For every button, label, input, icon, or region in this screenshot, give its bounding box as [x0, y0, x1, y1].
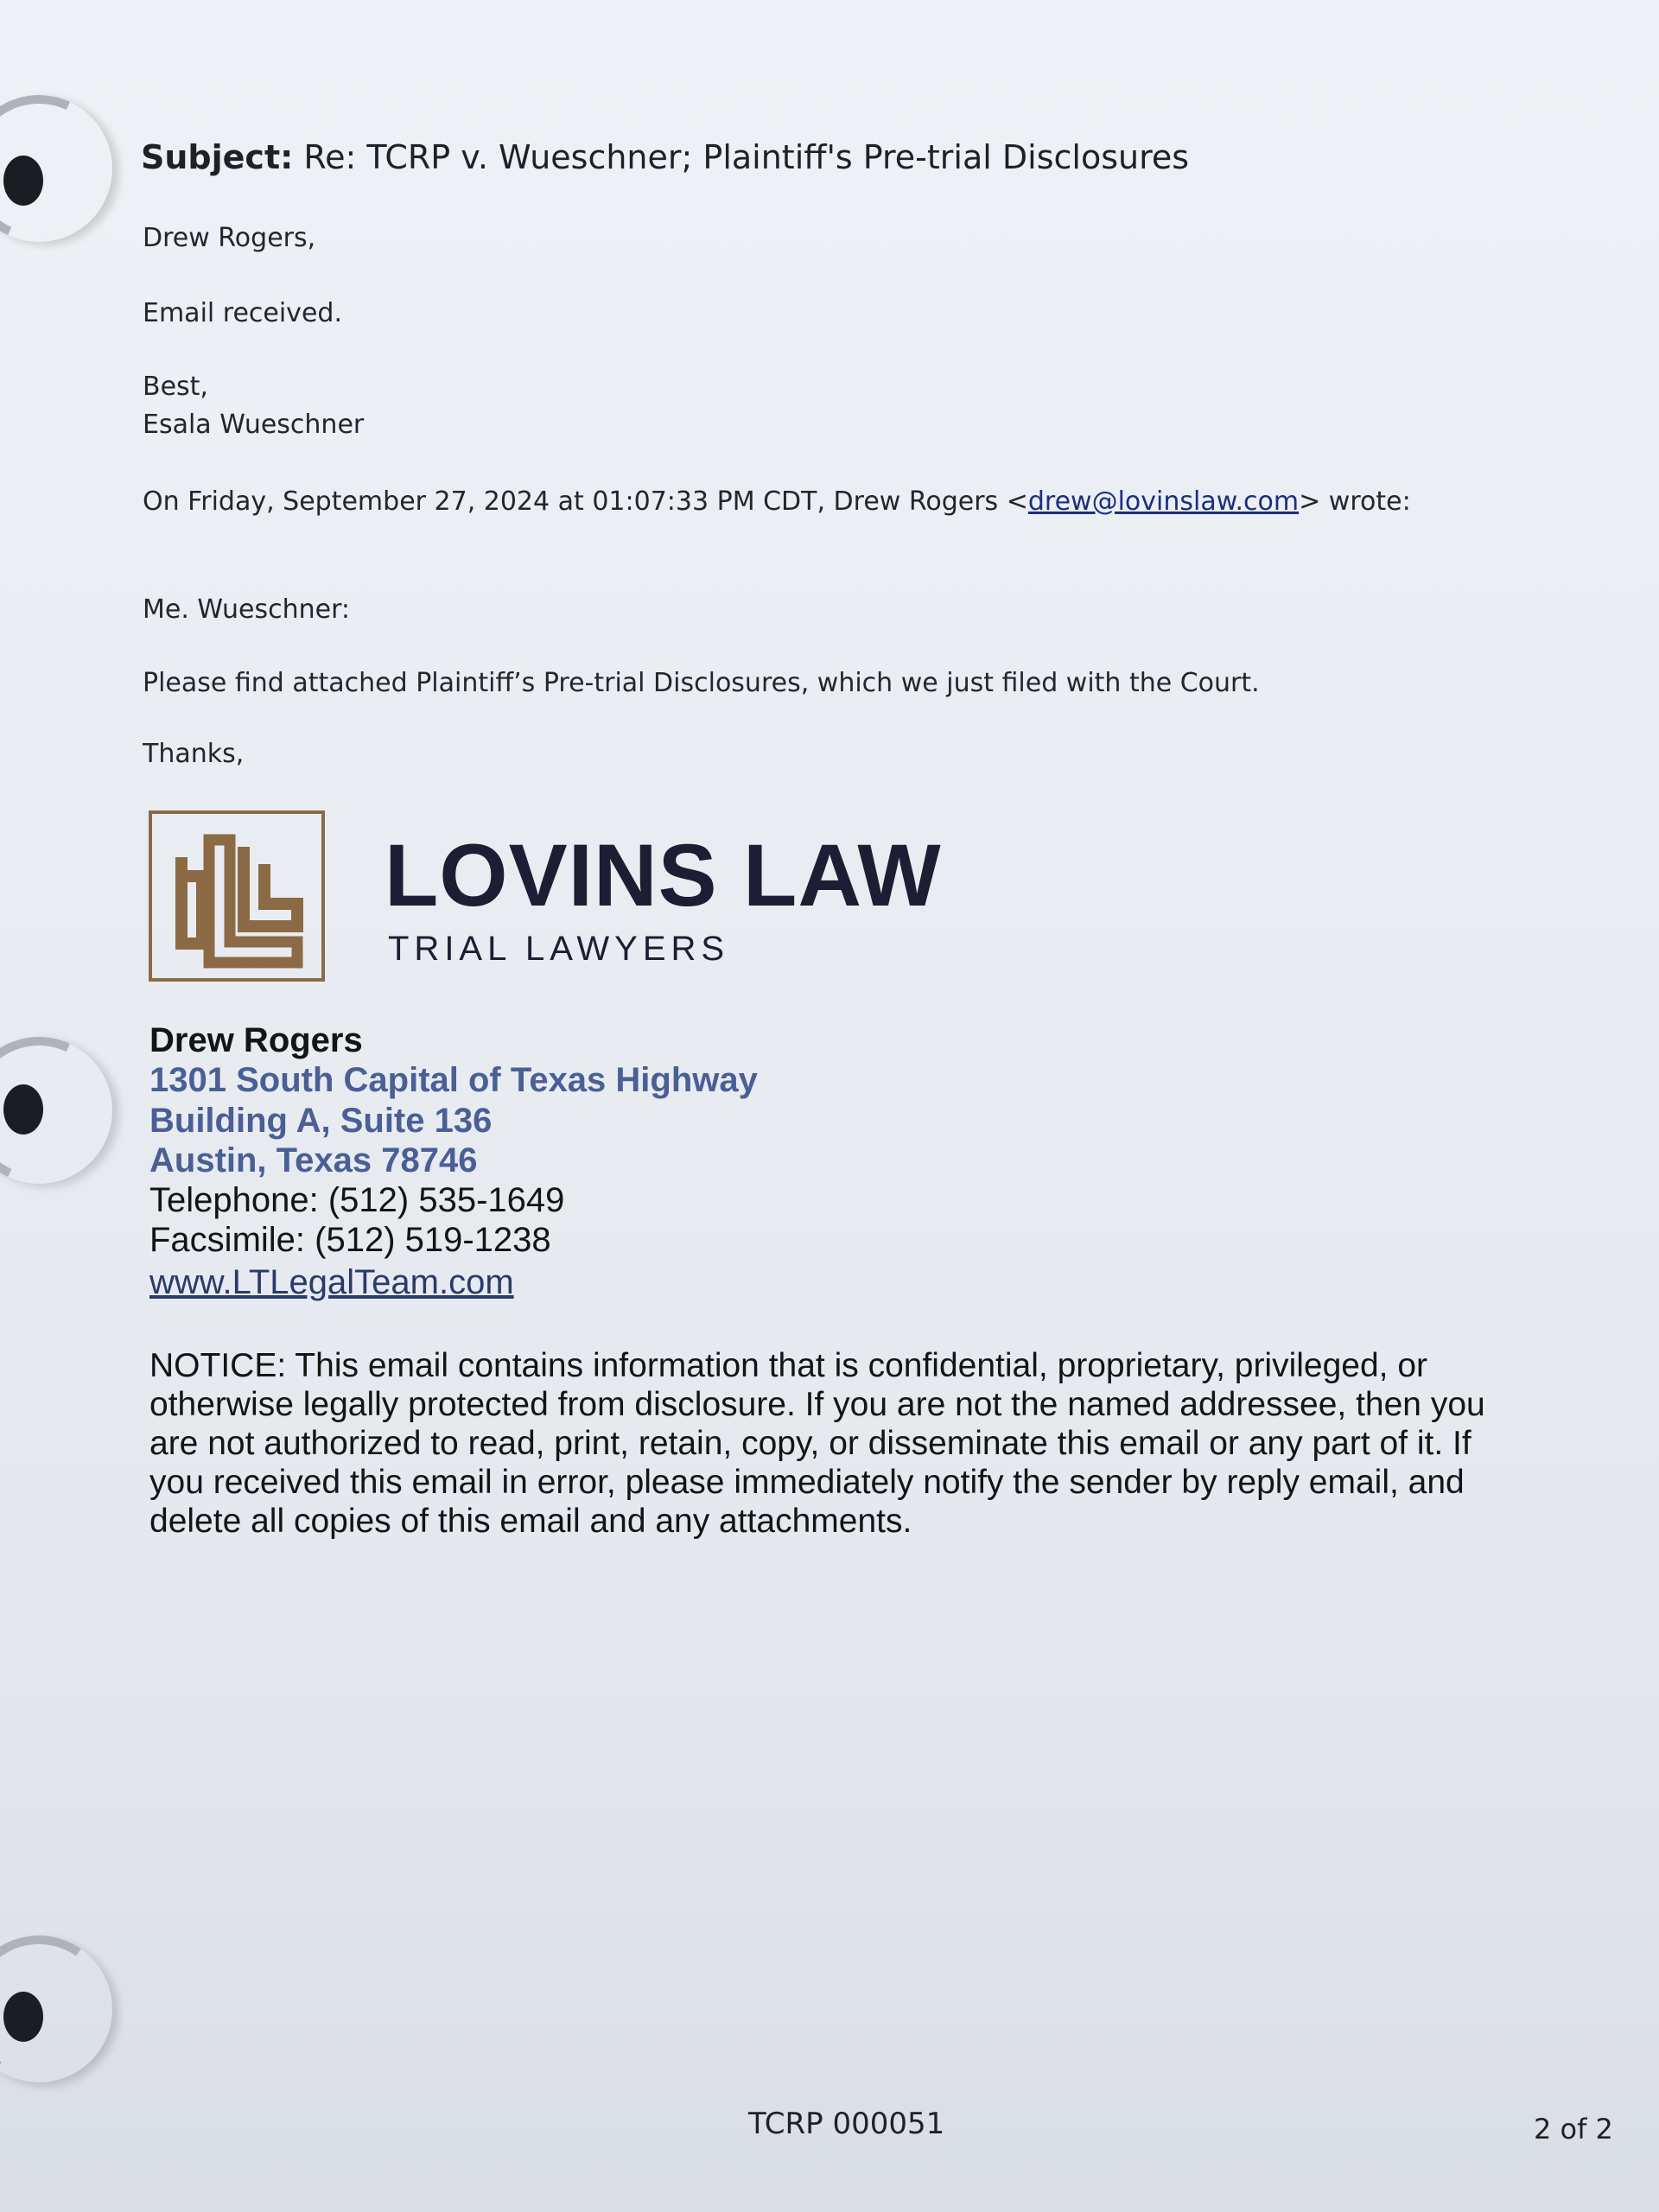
signature-telephone: Telephone: (512) 535-1649 [149, 1181, 565, 1219]
original-closing: Thanks, [143, 739, 245, 769]
signature-name: Drew Rogers [149, 1021, 363, 1059]
binder-ring-icon [0, 74, 133, 263]
signature-facsimile: Facsimile: (512) 519-1238 [149, 1221, 551, 1259]
signature-address-line1: 1301 South Capital of Texas Highway [149, 1061, 758, 1099]
confidentiality-notice: NOTICE: This email contains information that is confidential, proprietary, privileged, or otherwise legally protected from disclosure. If you are not the named addressee, then you are not authorized to read, print, retain, copy, or disseminate this email or any part of it. If you received this email in error, please immediately notify the sender by reply email, and delete all copies of this email and any attachments. [149, 1347, 1485, 1540]
binder-ring-icon [0, 1016, 133, 1205]
quoted-header-prefix: On Friday, September 27, 2024 at 01:07:33 PM CDT, Drew Rogers < [143, 486, 1028, 517]
quoted-header [143, 486, 1411, 517]
reply-greeting: Drew Rogers, [143, 223, 316, 253]
sender-email-link[interactable]: drew@lovinslaw.com [1027, 486, 1300, 517]
firm-wordmark: LOVINS LAW [385, 826, 942, 925]
signature-website-link[interactable]: www.LTLegalTeam.com [149, 1263, 514, 1301]
binder-ring-icon [0, 1924, 124, 2094]
quoted-header-suffix: > wrote: [1299, 486, 1411, 517]
signature-address-line3: Austin, Texas 78746 [149, 1141, 478, 1179]
reply-signature: Esala Wueschner [143, 410, 365, 440]
firm-logo-mark [149, 810, 325, 982]
page-indicator: 2 of 2 [1534, 2113, 1613, 2145]
reply-closing: Best, [143, 372, 208, 402]
lovins-law-logo-icon [152, 814, 321, 978]
signature-address-line2: Building A, Suite 136 [149, 1102, 493, 1140]
reply-body: Email received. [143, 298, 342, 328]
subject-label: Subject: [141, 138, 294, 176]
original-salutation: Me. Wueschner: [143, 594, 350, 625]
subject-text: Re: TCRP v. Wueschner; Plaintiff's Pre-trial Disclosures [303, 138, 1190, 176]
firm-tagline: TRIAL LAWYERS [388, 930, 730, 968]
bates-number: TCRP 000051 [748, 2107, 945, 2141]
original-body: Please find attached Plaintiff’s Pre-trial Disclosures, which we just filed with the Court. [143, 668, 1260, 698]
email-subject [141, 138, 1189, 176]
